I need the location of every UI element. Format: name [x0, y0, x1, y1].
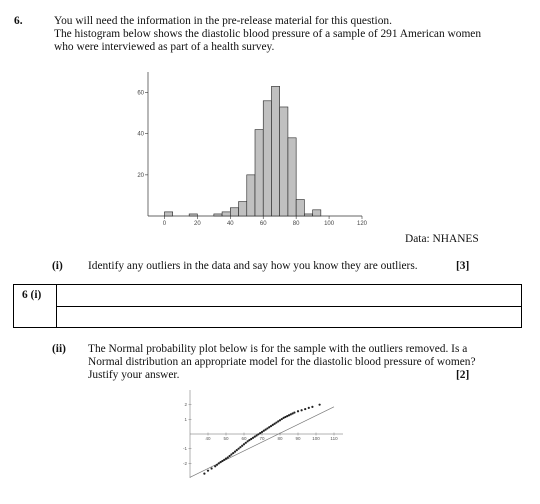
y-tick-label: 60 [137, 90, 144, 97]
data-point [268, 426, 270, 428]
data-point [308, 407, 310, 409]
data-point [311, 406, 313, 408]
histogram-bar [214, 214, 222, 216]
data-point [257, 433, 259, 435]
x-tick-label: 60 [241, 436, 247, 441]
question-number: 6. [14, 15, 23, 27]
question-intro [54, 15, 481, 54]
data-point [218, 462, 220, 464]
data-point [232, 452, 234, 454]
data-point [225, 458, 227, 460]
histogram-bar [296, 200, 304, 216]
part-ii-line: Justify your answer. [88, 369, 180, 381]
x-tick-label: 110 [330, 436, 338, 441]
intro-line: who were interviewed as part of a health survey. [54, 41, 275, 53]
data-point [214, 465, 216, 467]
data-point [279, 419, 281, 421]
data-point [274, 423, 276, 425]
histogram-bar [222, 212, 230, 216]
data-point [250, 438, 252, 440]
x-tick-label: 50 [223, 436, 229, 441]
part-i-label: (i) [52, 260, 63, 272]
part-ii-line: Normal distribution an appropriate model for the diastolic blood pressure of women? [88, 356, 476, 368]
data-point [261, 431, 263, 433]
histogram-bar [313, 210, 321, 216]
data-point [275, 421, 277, 423]
x-tick-label: 80 [277, 436, 283, 441]
data-point [245, 442, 247, 444]
data-point [216, 464, 218, 466]
y-tick-label: 40 [137, 131, 144, 138]
x-tick-label: 20 [194, 221, 201, 227]
x-tick-label: 60 [259, 221, 267, 227]
data-point [220, 461, 222, 463]
histogram-bar [189, 214, 197, 216]
part-i-marks: [3] [456, 260, 470, 272]
y-tick-label: 20 [137, 172, 144, 179]
data-point [265, 429, 267, 431]
data-point [238, 448, 240, 450]
data-point [259, 432, 261, 434]
data-point [248, 439, 250, 441]
intro-line: You will need the information in the pre-release material for this question. [54, 15, 392, 27]
data-point [297, 410, 299, 412]
x-tick-label: 40 [226, 221, 234, 227]
histogram-bar [230, 208, 238, 216]
histogram-bar [304, 214, 312, 216]
data-point [254, 436, 256, 438]
data-source: Data: NHANES [405, 233, 479, 245]
data-point [223, 459, 225, 461]
intro-line: The histogram below shows the diastolic blood pressure of a sample of 291 American women [54, 28, 482, 40]
x-tick-label: 100 [324, 221, 335, 227]
histogram-bar [164, 212, 172, 216]
normal-probability-plot [178, 386, 348, 482]
x-tick-label: 90 [295, 436, 301, 441]
data-point [227, 456, 229, 458]
part-i-text: Identify any outliers in the data and say how you know they are outliers. [88, 260, 418, 272]
y-tick-label: -1 [182, 446, 187, 452]
data-point [234, 451, 236, 453]
data-point [263, 430, 265, 432]
data-point [221, 460, 223, 462]
data-point [211, 467, 213, 469]
data-point [281, 418, 283, 420]
part-ii-label: (ii) [52, 343, 66, 355]
data-point [270, 425, 272, 427]
data-point [319, 404, 321, 406]
x-tick-label: 40 [205, 436, 211, 441]
data-point [277, 420, 279, 422]
x-tick-label: 120 [356, 221, 368, 227]
answer-box[interactable] [13, 284, 522, 328]
y-tick-label: 2 [184, 402, 187, 408]
y-tick-label: 1 [184, 416, 187, 422]
histogram-bar [247, 175, 255, 216]
histogram-bar [239, 202, 247, 216]
histogram-bar [280, 107, 288, 216]
part-ii-marks: [2] [456, 369, 470, 381]
data-point [230, 453, 232, 455]
data-point [266, 427, 268, 429]
data-point [272, 424, 274, 426]
data-point [293, 411, 295, 413]
data-point [241, 445, 243, 447]
part-ii-text [88, 343, 476, 382]
data-point [247, 440, 249, 442]
x-tick-label: 100 [312, 436, 320, 441]
answer-box-line [56, 306, 521, 307]
data-point [239, 446, 241, 448]
x-tick-label: 80 [292, 221, 300, 227]
data-point [256, 434, 258, 436]
data-point [304, 408, 306, 410]
data-point [243, 443, 245, 445]
histogram-bar [271, 86, 279, 216]
part-ii-line: The Normal probability plot below is for the sample with the outliers removed. Is a [88, 343, 468, 355]
x-tick-label: 0 [162, 221, 167, 227]
y-tick-label: -2 [182, 460, 187, 466]
answer-box-label: 6 (i) [22, 289, 42, 301]
data-point [252, 437, 254, 439]
data-point [203, 473, 205, 475]
data-point [207, 470, 209, 472]
data-point [236, 449, 238, 451]
histogram-bar [263, 101, 271, 216]
data-point [301, 409, 303, 411]
x-tick-label: 70 [259, 436, 265, 441]
histogram-bar [255, 130, 263, 216]
reference-line [190, 407, 334, 477]
histogram-bar [288, 138, 296, 216]
data-point [229, 455, 231, 457]
histogram-chart [110, 66, 370, 230]
